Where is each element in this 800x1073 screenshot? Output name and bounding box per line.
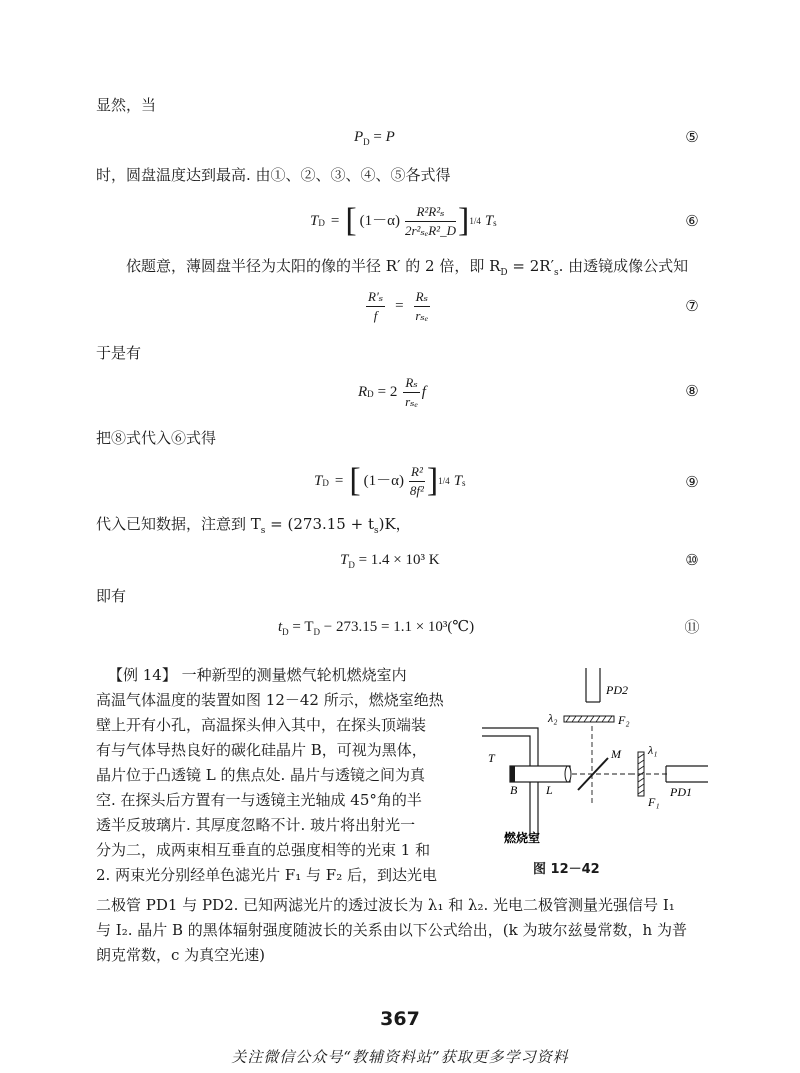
eq-symbol: P <box>385 129 395 145</box>
eq-subscript: D <box>282 627 289 637</box>
equation-7 <box>364 286 432 326</box>
text-line: 晶片位于凸透镜 L 的焦点处. 晶片与透镜之间为真 <box>96 766 426 784</box>
fraction-denominator: 2r²ₛₑR²_D <box>405 222 456 238</box>
label-b: B <box>510 783 518 797</box>
text-segment: = 2R′ <box>512 257 554 275</box>
fraction-denominator: rₛₑ <box>405 393 418 409</box>
subscript: s <box>260 526 266 536</box>
eq-body: = 1.4 × 10³ K <box>358 552 440 568</box>
eq-equals: = <box>330 213 340 229</box>
pd2-detector <box>586 668 600 702</box>
eq-subscript: D <box>313 627 321 637</box>
text-line <box>96 514 411 541</box>
text-segment: )K， <box>378 515 411 533</box>
equation-5 <box>354 127 395 152</box>
fraction <box>366 289 385 324</box>
equation-number: ⑥ <box>685 212 699 230</box>
eq-equals: = <box>334 473 344 489</box>
eq-subscript: D <box>318 218 325 228</box>
eq-subscript: D <box>367 389 374 399</box>
eq-symbol: T <box>484 213 494 229</box>
label-chamber: 燃烧室 <box>504 831 541 845</box>
label-l: L <box>546 783 553 797</box>
text-line: 于是有 <box>96 344 142 362</box>
eq-symbol: R <box>358 384 368 400</box>
fraction-denominator: f <box>373 307 378 323</box>
fraction-numerator: R² <box>409 464 425 482</box>
eq-symbol: f <box>421 384 426 400</box>
text-segment: = (273.15 + t <box>265 515 374 533</box>
text-line: 即有 <box>96 587 127 605</box>
label-pd2: PD2 <box>606 683 628 697</box>
text-line: 与 I₂. 晶片 B 的黑体辐射强度随波长的关系由以下公式给出，(k 为玻尔兹曼常数，h 为普 <box>96 921 687 939</box>
eq-subscript: s <box>493 218 497 228</box>
equation-10 <box>340 550 440 575</box>
bracket-left: [ <box>345 202 357 239</box>
equation-8 <box>358 372 426 412</box>
equation-number: ⑧ <box>685 382 699 400</box>
text-line: 有与气体导热良好的碳化硅晶片 B，可视为黑体， <box>96 741 427 759</box>
eq-subscript: s <box>462 478 466 488</box>
equation-9 <box>314 461 466 501</box>
text-line: 显然，当 <box>96 96 157 114</box>
fraction-denominator: 8f² <box>409 482 424 498</box>
exponent: 1/4 <box>438 476 450 486</box>
subscript: s <box>553 268 559 278</box>
equation-number: ⑦ <box>685 297 699 315</box>
exponent: 1/4 <box>469 216 481 226</box>
subscript: s <box>373 526 379 536</box>
fraction-numerator: R′ₛ <box>366 289 385 307</box>
eq-symbol: T <box>340 552 349 568</box>
eq-symbol: T <box>310 213 319 229</box>
eq-factor: (1－α) <box>359 213 400 229</box>
text-line: 朗克常数，c 为真空光速) <box>96 946 266 964</box>
figure-12-42 <box>480 666 712 856</box>
footer-watermark: 关注微信公众号“教辅资料站”获取更多学习资料 <box>231 1048 569 1066</box>
text-line: 空. 在探头后方置有一与透镜主光轴成 45°角的半 <box>96 791 422 809</box>
fraction <box>405 204 456 239</box>
fraction <box>414 289 430 324</box>
bracket-right: ] <box>426 462 439 499</box>
eq-subscript: D <box>348 560 355 570</box>
eq-coefficient: = 2 <box>377 384 398 400</box>
eq-subscript: D <box>363 137 370 147</box>
fraction <box>403 375 419 410</box>
equation-number: ⑤ <box>685 128 699 146</box>
fraction-numerator: Rₛ <box>403 375 419 393</box>
label-t: T <box>488 751 495 765</box>
label-lambda1: λ₁ <box>648 743 658 757</box>
text-segment: . 由透镜成像公式知 <box>558 257 689 275</box>
pd1-detector <box>666 766 708 782</box>
filter-f2 <box>564 716 614 722</box>
eq-relation: = <box>373 129 382 145</box>
eq-subscript: D <box>322 478 329 488</box>
eq-body: − 273.15 = 1.1 × 10³(℃) <box>323 619 475 635</box>
text-line: 高温气体温度的装置如图 12－42 所示，燃烧室绝热 <box>96 691 444 709</box>
equation-number: ⑪ <box>684 618 700 636</box>
fraction-numerator: Rₛ <box>414 289 430 307</box>
label-f2: F₂ <box>618 713 630 727</box>
optical-axis <box>572 726 670 806</box>
fraction-denominator: rₛₑ <box>415 307 429 323</box>
eq-factor: (1－α) <box>363 473 404 489</box>
label-f1: F₁ <box>648 795 660 809</box>
subscript: D <box>500 268 508 278</box>
eq-symbol: T <box>314 473 323 489</box>
text-line: 时，圆盘温度达到最高. 由①、②、③、④、⑤各式得 <box>96 166 451 184</box>
text-line: 透半反玻璃片. 其厚度忽略不计. 玻片将出射光一 <box>96 816 416 834</box>
text-line <box>126 256 688 283</box>
text-line: 【例 14】 一种新型的测量燃气轮机燃烧室内 <box>108 666 407 684</box>
text-segment: 代入已知数据，注意到 T <box>96 515 261 533</box>
eq-symbol: t <box>278 619 283 635</box>
label-lambda2: λ₂ <box>548 711 558 725</box>
eq-symbol: T <box>453 473 463 489</box>
figure-caption: 图 12－42 <box>533 862 600 877</box>
bracket-right: ] <box>457 202 470 239</box>
text-line: 分为二，成两束相互垂直的总强度相等的光束 1 和 <box>96 841 431 859</box>
eq-equals: = <box>395 298 404 314</box>
page-number: 367 <box>380 1008 420 1030</box>
bracket-left: [ <box>349 462 361 499</box>
text-segment: 依题意，薄圆盘半径为太阳的像的半径 R′ 的 2 倍，即 R <box>126 257 501 275</box>
fraction-numerator: R²R²ₛ <box>405 204 456 222</box>
equation-11 <box>278 617 474 642</box>
label-pd1: PD1 <box>670 785 692 799</box>
fraction <box>409 464 425 499</box>
equation-6 <box>310 201 497 241</box>
text-line: 壁上开有小孔，高温探头伸入其中，在探头顶端装 <box>96 716 427 734</box>
label-m: M <box>611 747 621 761</box>
probe <box>510 766 571 782</box>
text-line: 二极管 PD1 与 PD2. 已知两滤光片的透过波长为 λ₁ 和 λ₂. 光电二极管测量光强信号 I₁ <box>96 896 675 914</box>
text-line: 2. 两束光分别经单色滤光片 F₁ 与 F₂ 后，到达光电 <box>96 866 437 884</box>
eq-symbol: P <box>354 129 364 145</box>
equation-number: ⑨ <box>685 473 699 491</box>
text-line: 把⑧式代入⑥式得 <box>96 429 217 447</box>
equation-number: ⑩ <box>685 551 699 569</box>
eq-body: = T <box>292 619 314 635</box>
